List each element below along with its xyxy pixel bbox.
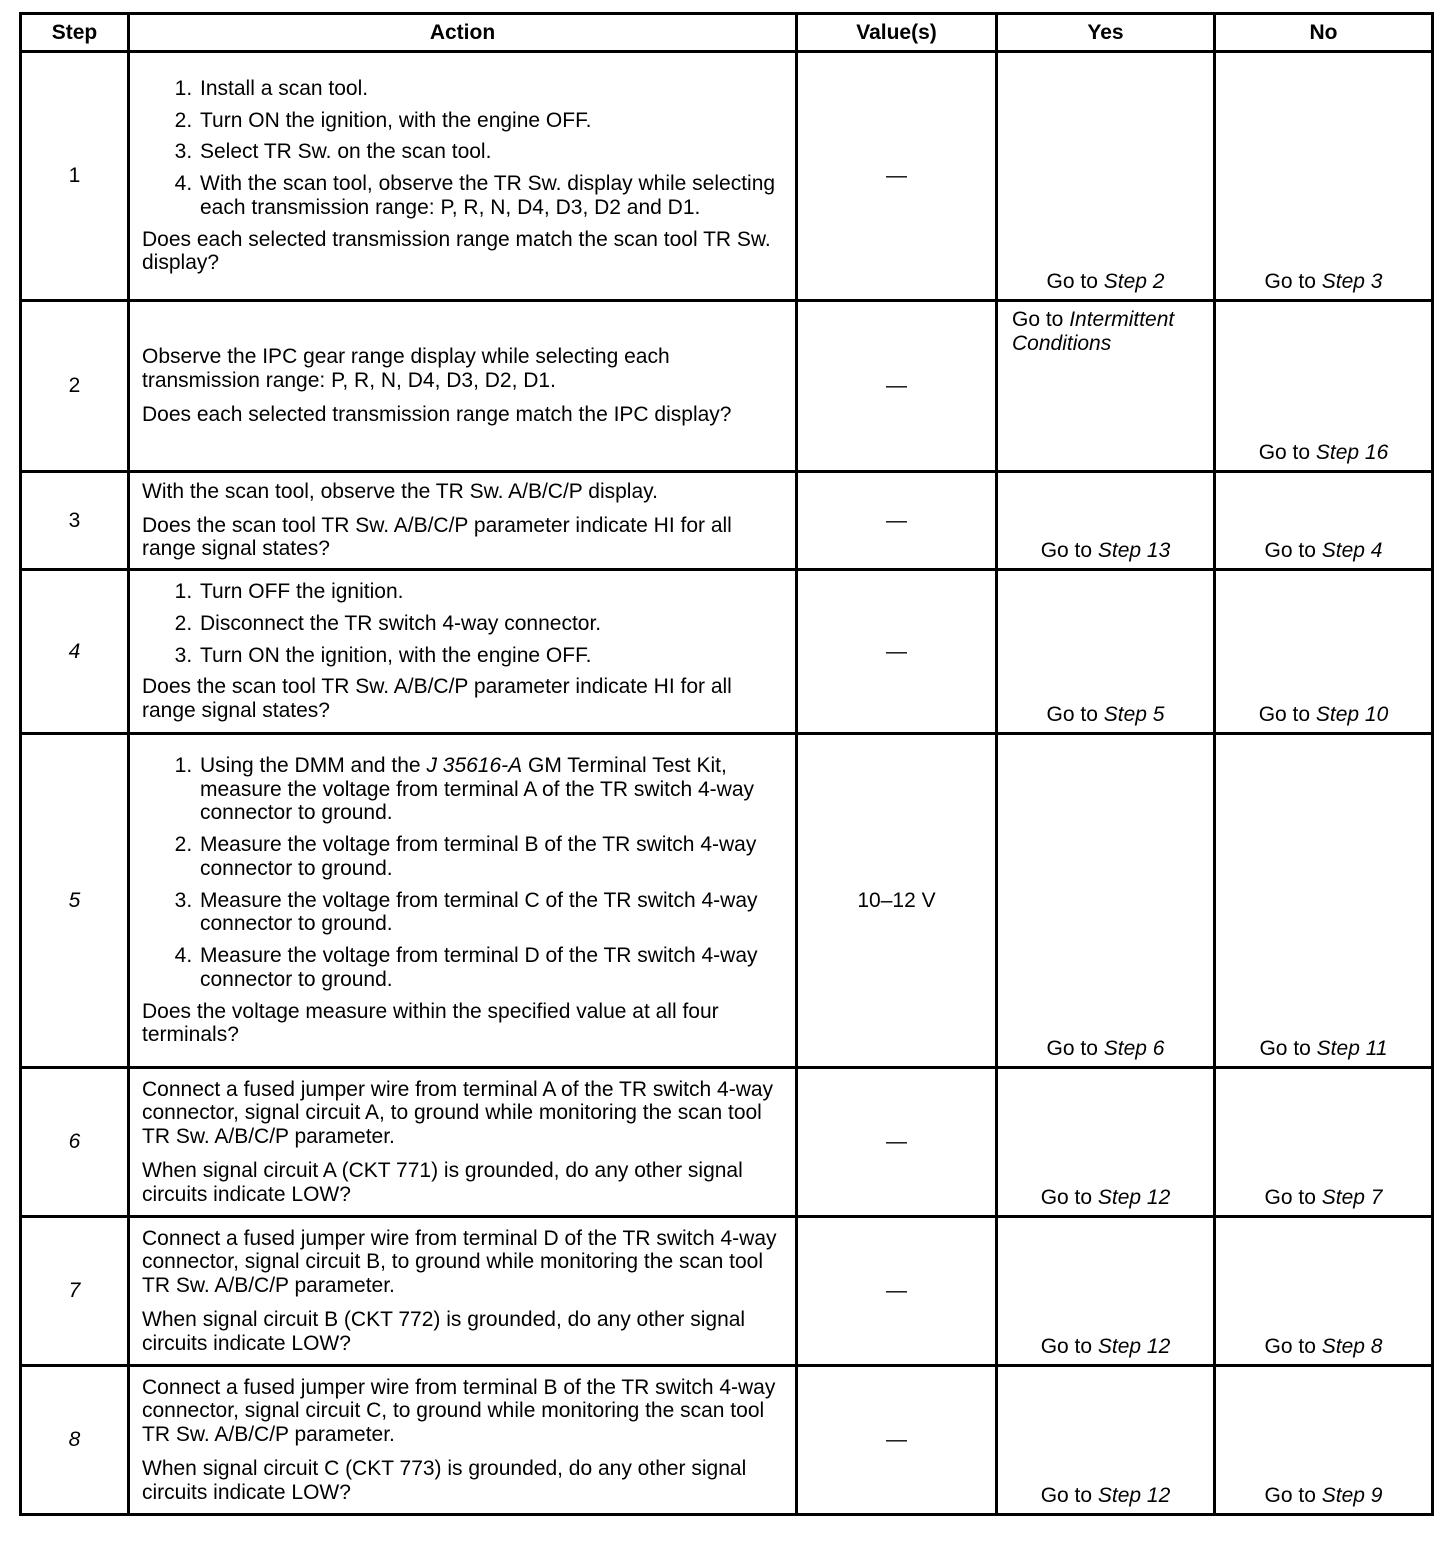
action-text: Connect a fused jumper wire from terminal A of the TR switch 4-way connector, signal circuit A, to ground while monitoring the scan tool TR Sw. A/B/C/P parameter. [142,1077,774,1149]
list-item: 3. Turn ON the ignition, with the engine OFF. [198,644,785,668]
step-link[interactable]: Step 12 [1097,1484,1171,1508]
step-link[interactable]: Step 2 [1103,270,1165,294]
table-row [21,734,1433,1068]
header-no: No [1215,14,1433,52]
go-to-text: Go to [1258,441,1316,465]
question: Does the scan tool TR Sw. A/B/C/P parameter indicate HI for all range signal states? [142,513,732,561]
table-row [21,1366,1433,1515]
step-link[interactable]: Step 10 [1315,703,1389,727]
header-step: Step [21,14,129,52]
list-item: 1. Turn OFF the ignition. [198,580,785,604]
go-to-text: Go to [1046,1037,1104,1061]
table-row [21,472,1433,570]
question: Does each selected transmission range match the IPC display? [142,402,732,426]
tool-number: J 35616-A [426,754,523,778]
value-cell: — [797,1366,997,1515]
list-item: 3. Measure the voltage from terminal C of the TR switch 4-way connector to ground. [198,889,785,936]
step-text: Using the DMM and the [200,754,427,778]
no-cell [1215,472,1433,570]
action-cell [129,472,797,570]
list-item: 1. Install a scan tool. [198,77,785,101]
action-cell [129,52,797,301]
action-cell [129,570,797,734]
value-cell: — [797,472,997,570]
list-item: 4. Measure the voltage from terminal D of the TR switch 4-way connector to ground. [198,944,785,991]
step-text: GM Terminal Test Kit, measure the voltage from terminal A of the TR switch 4-way connector to ground. [200,754,755,825]
list-item: 3. Select TR Sw. on the scan tool. [198,140,785,164]
value-cell: — [797,570,997,734]
go-to-text: Go to [1040,1335,1098,1359]
yes-cell [997,570,1215,734]
action-cell [129,1217,797,1366]
go-to-text: Go to [1258,703,1316,727]
value-cell: — [797,1217,997,1366]
question: When signal circuit C (CKT 773) is grounded, do any other signal circuits indicate LOW? [142,1456,747,1504]
step-number: 1 [21,52,129,301]
step-link[interactable]: Step 9 [1321,1484,1383,1508]
go-to-text: Go to [1259,1037,1317,1061]
yes-cell [997,1217,1215,1366]
value-cell: 10–12 V [797,734,997,1068]
step-list [142,580,785,667]
no-cell [1215,1217,1433,1366]
question: When signal circuit A (CKT 771) is grounded, do any other signal circuits indicate LOW? [142,1158,743,1206]
step-number: 4 [21,570,129,734]
list-item [198,754,785,825]
no-cell [1215,570,1433,734]
go-to-text: Go to [1264,270,1322,294]
go-to-text: Go to [1040,539,1098,563]
go-to-text: Go to [1012,308,1070,331]
go-to-text: Go to [1040,1484,1098,1508]
action-text: Connect a fused jumper wire from terminal D of the TR switch 4-way connector, signal circuit B, to ground while monitoring the scan tool TR Sw. A/B/C/P parameter. [142,1226,777,1298]
step-link[interactable]: Step 3 [1321,270,1383,294]
list-item: 2. Disconnect the TR switch 4-way connector. [198,612,785,636]
yes-cell [997,1366,1215,1515]
question: Does the scan tool TR Sw. A/B/C/P parameter indicate HI for all range signal states? [142,675,732,723]
header-action: Action [129,14,797,52]
step-number: 5 [21,734,129,1068]
table-row [21,1217,1433,1366]
value-cell: — [797,1068,997,1217]
yes-cell [997,734,1215,1068]
list-item: 4. With the scan tool, observe the TR Sw. display while selecting each transmission range: P, R, N, D4, D3, D2 and D1. [198,172,785,219]
value-cell: — [797,52,997,301]
action-text: Connect a fused jumper wire from terminal B of the TR switch 4-way connector, signal circuit C, to ground while monitoring the scan tool TR Sw. A/B/C/P parameter. [142,1375,776,1447]
diagnostic-table [19,12,1434,1516]
step-list [142,754,785,991]
action-text: Observe the IPC gear range display while selecting each transmission range: P, R, N, D4, D3, D2, D1. [142,345,670,393]
value-cell: — [797,301,997,472]
step-link[interactable]: Step 6 [1103,1037,1165,1061]
step-link[interactable]: Step 5 [1103,703,1165,727]
question: Does the voltage measure within the specified value at all four terminals? [142,999,719,1047]
step-number: 7 [21,1217,129,1366]
step-number: 2 [21,301,129,472]
step-number: 8 [21,1366,129,1515]
go-to-text: Go to [1264,1335,1322,1359]
no-cell [1215,734,1433,1068]
step-link[interactable]: Step 8 [1321,1335,1383,1359]
go-to-text: Go to [1264,539,1322,563]
go-to-text: Go to [1046,703,1104,727]
table-row [21,1068,1433,1217]
step-number: 6 [21,1068,129,1217]
action-cell [129,1366,797,1515]
step-number: 3 [21,472,129,570]
question: Does each selected transmission range match the scan tool TR Sw. display? [142,227,771,275]
header-values: Value(s) [797,14,997,52]
yes-cell [997,52,1215,301]
question: When signal circuit B (CKT 772) is grounded, do any other signal circuits indicate LOW? [142,1307,746,1355]
go-to-text: Go to [1040,1186,1098,1210]
yes-cell [997,301,1215,472]
intermittent-conditions-link[interactable]: Intermittent Conditions [1012,308,1175,355]
go-to-text: Go to [1046,270,1104,294]
no-cell [1215,1068,1433,1217]
step-link[interactable]: Step 13 [1097,539,1171,563]
table-row [21,52,1433,301]
action-cell [129,734,797,1068]
go-to-text: Go to [1264,1484,1322,1508]
yes-cell [997,472,1215,570]
step-link[interactable]: Step 4 [1321,539,1383,563]
table-row [21,301,1433,472]
no-cell [1215,1366,1433,1515]
yes-cell [997,1068,1215,1217]
step-link[interactable]: Step 12 [1097,1335,1171,1359]
no-cell [1215,301,1433,472]
table-row [21,570,1433,734]
header-row [21,14,1433,52]
step-link[interactable]: Step 16 [1315,441,1389,465]
step-link[interactable]: Step 11 [1316,1037,1388,1061]
list-item: 2. Measure the voltage from terminal B of the TR switch 4-way connector to ground. [198,833,785,880]
action-cell [129,1068,797,1217]
action-cell [129,301,797,472]
no-cell [1215,52,1433,301]
step-list [142,77,785,220]
step-link[interactable]: Step 7 [1321,1186,1383,1210]
header-yes: Yes [997,14,1215,52]
list-item: 2. Turn ON the ignition, with the engine OFF. [198,109,785,133]
go-to-text: Go to [1264,1186,1322,1210]
action-text: With the scan tool, observe the TR Sw. A/B/C/P display. [142,479,658,503]
step-link[interactable]: Step 12 [1097,1186,1171,1210]
